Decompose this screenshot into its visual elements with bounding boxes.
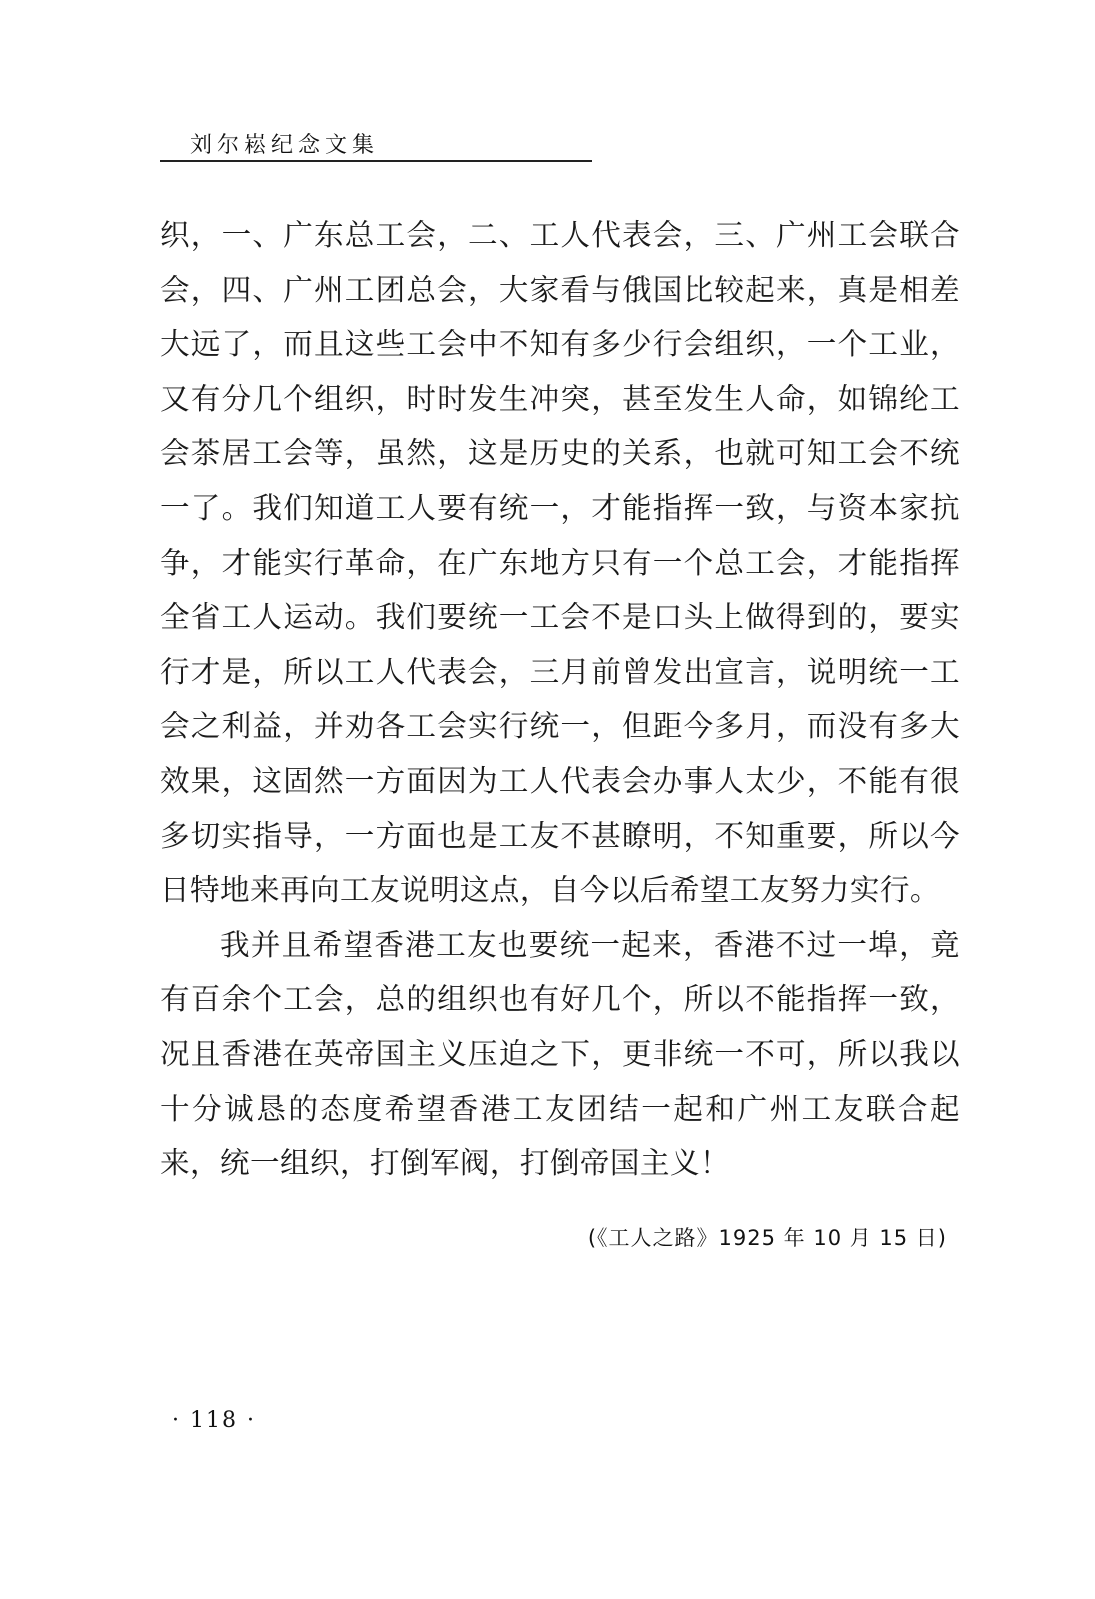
paragraph-continued: 织，一、广东总工会，二、工人代表会，三、广州工会联合会，四、广州工团总会，大家看与俄国比较起来，真是相差大远了，而且这些工会中不知有多少行会组织，一个工业，又有分几个组织，时时发生冲突，甚至发生人命，如锦纶工会茶居工会等，虽然，这是历史的关系，也就可知工会不统一了。我们知道工人要有统一，才能指挥一致，与资本家抗争，才能实行革命，在广东地方只有一个总工会，才能指挥全省工人运动。我们要统一工会不是口头上做得到的，要实行才是，所以工人代表会，三月前曾发出宣言，说明统一工会之利益，并劝各工会实行统一，但距今多月，而没有多大效果，这固然一方面因为工人代表会办事人太少，不能有很多切实指导，一方面也是工友不甚瞭明，不知重要，所以今日特地来再向工友说明这点，自今以后希望工友努力实行。	[160, 218, 960, 908]
body-text	[160, 208, 960, 1191]
source-citation: (《工人之路》1925 年 10 月 15 日)	[587, 1226, 947, 1250]
page-number: · 118 ·	[172, 1408, 256, 1433]
header-rule	[160, 160, 592, 162]
running-header-title: 刘尔崧纪念文集	[190, 133, 380, 158]
paragraph-hong-kong: 我并且希望香港工友也要统一起来，香港不过一埠，竟有百余个工会，总的组织也有好几个，所以不能指挥一致，况且香港在英帝国主义压迫之下，更非统一不可，所以我以十分诚恳的态度希望香港工友团结一起和广州工友联合起来，统一组织，打倒军阀，打倒帝国主义！	[160, 927, 960, 1181]
